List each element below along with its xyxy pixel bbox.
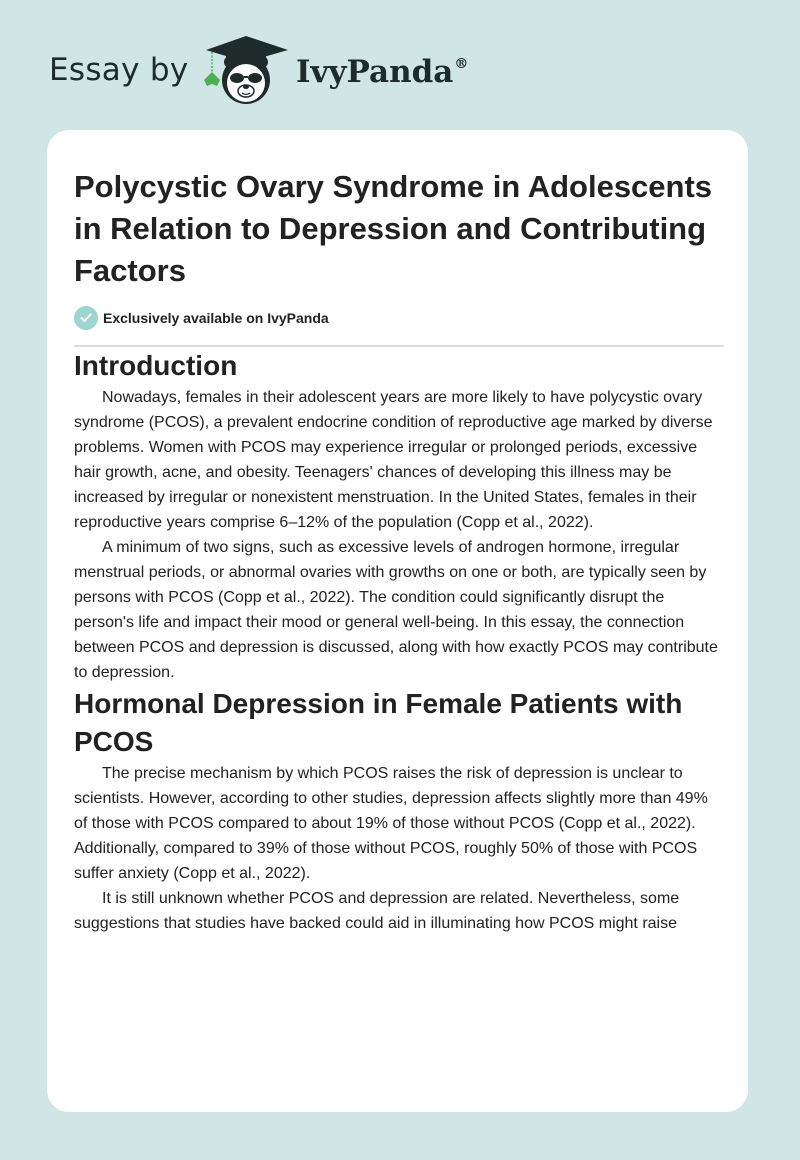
paragraph: A minimum of two signs, such as excessive levels of androgen hormone, irregular menstrual periods, or abnormal ovaries with growths on one or both, are typically seen by persons with PCOS (Copp et al., 2022). The condition could significantly disrupt the person's life and impact their mood or general well-being. In this essay, the connection between PCOS and depression is discussed, along with how exactly PCOS may contribute to depression. xyxy=(74,539,718,681)
panda-graduation-cap-icon[interactable] xyxy=(200,36,292,108)
essay-card xyxy=(47,130,748,1112)
section-heading-hormonal-depression: Hormonal Depression in Female Patients with PCOS xyxy=(74,688,683,757)
paragraph: Nowadays, females in their adolescent years are more likely to have polycystic ovary syndrome (PCOS), a prevalent endocrine condition of reproductive age marked by diverse problems. Women with PCOS may experience irregular or prolonged periods, excessive hair growth, acne, and obesity. Teenagers' chances of developing this illness may be increased by irregular or nonexistent menstruation. In the United States, females in their reproductive years comprise 6–12% of the population (Copp et al., 2022). xyxy=(74,389,713,531)
essay-content xyxy=(74,130,724,936)
paragraph: The precise mechanism by which PCOS raises the risk of depression is unclear to scientists. However, according to other studies, depression affects slightly more than 49% of those with PCOS compared to about 19% of those without PCOS (Copp et al., 2022). Additionally, compared to 39% of those without PCOS, roughly 50% of those with PCOS suffer anxiety (Copp et al., 2022). xyxy=(74,765,708,882)
brand-name[interactable]: IvyPanda® xyxy=(296,54,469,90)
registered-mark: ® xyxy=(454,56,469,72)
section-heading-introduction: Introduction xyxy=(74,350,238,381)
check-circle-icon xyxy=(74,306,98,330)
badge-text: Exclusively available on IvyPanda xyxy=(103,310,329,326)
exclusive-badge xyxy=(74,306,724,330)
paragraph: It is still unknown whether PCOS and depression are related. Nevertheless, some suggestions that studies have backed could aid in illuminating how PCOS might raise xyxy=(74,890,680,932)
site-header xyxy=(0,0,800,130)
brand-prefix: Essay by xyxy=(49,52,189,88)
essay-title: Polycystic Ovary Syndrome in Adolescents in Relation to Depression and Contributing Factors xyxy=(74,169,713,288)
